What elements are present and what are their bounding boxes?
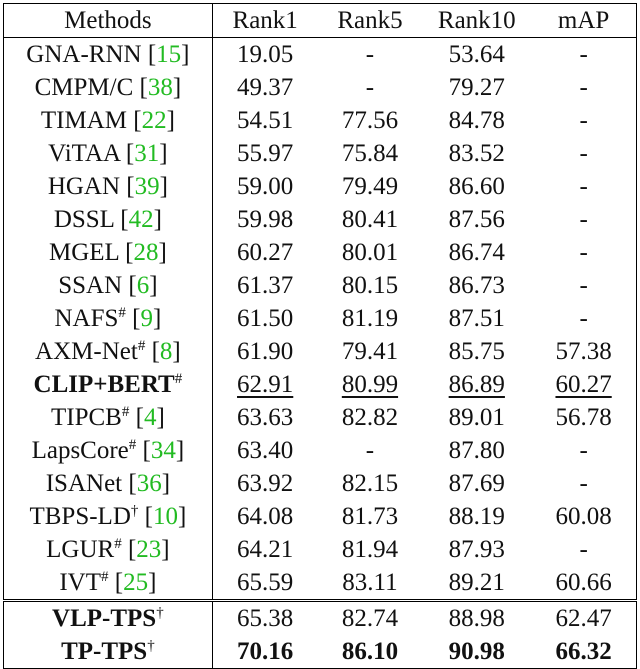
citation-close-bracket: ] xyxy=(172,74,182,101)
metric-value-rank1: 61.50 xyxy=(237,305,294,332)
metric-cell-rank5 xyxy=(318,203,423,236)
method-name: CMPM/C xyxy=(34,74,134,101)
method-name: ViTAA xyxy=(48,140,120,167)
citation-ref: 38 xyxy=(147,74,173,101)
header-rank5: Rank5 xyxy=(318,4,423,38)
metric-cell-rank10 xyxy=(422,401,531,434)
method-cell xyxy=(4,236,213,269)
metric-value-rank5: 81.94 xyxy=(341,536,399,563)
metric-cell-rank1 xyxy=(212,401,317,434)
metric-cell-rank10 xyxy=(422,302,531,335)
metric-value-rank5: 86.10 xyxy=(341,638,399,665)
citation-close-bracket: ] xyxy=(177,503,187,530)
method-name: DSSL xyxy=(53,206,115,233)
citation-ref: 10 xyxy=(152,503,178,530)
citation-close-bracket: ] xyxy=(161,470,171,497)
table-row xyxy=(4,137,637,170)
table-row xyxy=(4,335,637,368)
metric-cell-rank1 xyxy=(212,236,317,269)
metric-value-rank5: 81.73 xyxy=(341,503,399,530)
metric-value-map: 60.08 xyxy=(555,503,612,530)
metric-value-rank1: 60.27 xyxy=(237,239,294,266)
citation-close-bracket: ] xyxy=(181,41,190,68)
metric-value-rank1: 19.05 xyxy=(237,41,294,68)
metric-cell-map xyxy=(531,137,636,170)
metric-value-rank1: 63.63 xyxy=(237,404,294,431)
metric-value-rank5: 82.74 xyxy=(341,605,399,632)
method-cell xyxy=(4,137,213,170)
metric-value-rank1: 59.98 xyxy=(237,206,294,233)
metric-cell-rank10 xyxy=(422,434,531,467)
metric-value-rank10: 89.01 xyxy=(448,404,505,431)
metric-cell-map xyxy=(531,71,636,104)
metric-cell-map xyxy=(531,635,636,669)
method-cell xyxy=(4,302,213,335)
method-name: TP-TPS xyxy=(61,638,148,665)
method-marker: # xyxy=(114,536,122,552)
metric-cell-rank1 xyxy=(212,269,317,302)
method-marker: # xyxy=(101,569,109,585)
metric-value-rank5: - xyxy=(365,41,375,68)
metric-value-rank10: 86.60 xyxy=(448,173,505,200)
table-row xyxy=(4,601,637,636)
citation-open-bracket: [ xyxy=(151,338,160,365)
method-cell xyxy=(4,566,213,601)
metric-value-rank1: 62.91 xyxy=(237,371,294,398)
metric-value-rank10: 86.74 xyxy=(448,239,505,266)
metric-value-rank10: 87.80 xyxy=(448,437,505,464)
table-row xyxy=(4,104,637,137)
table-row xyxy=(4,368,637,401)
metric-value-map: - xyxy=(579,239,588,266)
citation-open-bracket: [ xyxy=(128,272,137,299)
results-table xyxy=(3,3,637,669)
metric-cell-rank1 xyxy=(212,203,317,236)
metric-cell-rank10 xyxy=(422,38,531,72)
metric-cell-rank5 xyxy=(318,104,423,137)
metric-value-rank5: 79.41 xyxy=(341,338,399,365)
metric-value-rank10: 88.19 xyxy=(448,503,505,530)
citation-ref: 8 xyxy=(159,338,173,365)
metric-cell-rank5 xyxy=(318,137,423,170)
header-row xyxy=(4,4,637,38)
metric-cell-rank10 xyxy=(422,104,531,137)
metric-cell-map xyxy=(531,269,636,302)
metric-cell-rank5 xyxy=(318,500,423,533)
metric-cell-rank1 xyxy=(212,434,317,467)
metric-cell-rank5 xyxy=(318,401,423,434)
metric-cell-rank1 xyxy=(212,302,317,335)
metric-value-rank10: 53.64 xyxy=(448,41,505,68)
citation-ref: 25 xyxy=(123,569,149,596)
metric-value-map: - xyxy=(579,536,588,563)
metric-cell-rank10 xyxy=(422,203,531,236)
metric-value-map: - xyxy=(579,107,588,134)
citation-open-bracket: [ xyxy=(139,74,148,101)
header-methods: Methods xyxy=(4,4,213,38)
method-cell xyxy=(4,335,213,368)
metric-cell-map xyxy=(531,533,636,566)
metric-value-rank5: 83.11 xyxy=(342,569,398,596)
header-rank1: Rank1 xyxy=(212,4,317,38)
citation-ref: 28 xyxy=(133,239,159,266)
metric-cell-map xyxy=(531,368,636,401)
citation-open-bracket: [ xyxy=(114,569,124,596)
citation-ref: 23 xyxy=(136,536,162,563)
metric-value-rank5: 80.99 xyxy=(341,371,399,398)
metric-value-map: - xyxy=(579,206,588,233)
citation-close-bracket: ] xyxy=(159,140,168,167)
table-row xyxy=(4,38,637,72)
metric-value-map: 66.32 xyxy=(555,638,612,665)
metric-value-map: 60.66 xyxy=(555,569,612,596)
metric-cell-rank5 xyxy=(318,71,423,104)
metric-cell-rank10 xyxy=(422,170,531,203)
metric-cell-map xyxy=(531,104,636,137)
metric-value-rank10: 79.27 xyxy=(448,74,505,101)
metric-cell-rank10 xyxy=(422,236,531,269)
metric-cell-rank5 xyxy=(318,434,423,467)
metric-cell-rank5 xyxy=(318,601,423,636)
table-row xyxy=(4,170,637,203)
metric-cell-rank1 xyxy=(212,533,317,566)
method-marker: # xyxy=(128,437,137,453)
citation-open-bracket: [ xyxy=(128,470,137,497)
metric-value-rank10: 87.69 xyxy=(448,470,505,497)
citation-ref: 39 xyxy=(134,173,160,200)
citation-open-bracket: [ xyxy=(125,239,134,266)
method-cell xyxy=(4,203,213,236)
metric-cell-rank10 xyxy=(422,566,531,601)
method-name: AXM-Net xyxy=(35,338,138,365)
method-marker: # xyxy=(174,371,183,387)
citation-open-bracket: [ xyxy=(133,107,142,134)
metric-cell-rank5 xyxy=(318,368,423,401)
method-name: VLP-TPS xyxy=(52,605,157,632)
header-rank10: Rank10 xyxy=(422,4,531,38)
metric-value-rank10: 86.73 xyxy=(448,272,505,299)
method-marker: † xyxy=(130,503,139,519)
method-name: CLIP+BERT xyxy=(33,371,175,398)
method-marker: † xyxy=(156,605,164,621)
metric-cell-rank1 xyxy=(212,500,317,533)
citation-open-bracket: [ xyxy=(125,140,135,167)
table-row xyxy=(4,500,637,533)
metric-cell-rank10 xyxy=(422,137,531,170)
method-name: TIMAM xyxy=(40,107,127,134)
metric-cell-rank1 xyxy=(212,137,317,170)
method-name: SSAN xyxy=(58,272,123,299)
citation-open-bracket: [ xyxy=(144,503,153,530)
citation-close-bracket: ] xyxy=(175,437,185,464)
metric-cell-map xyxy=(531,236,636,269)
table-row xyxy=(4,635,637,669)
metric-cell-rank10 xyxy=(422,500,531,533)
method-cell xyxy=(4,368,213,401)
method-cell xyxy=(4,601,213,636)
citation-close-bracket: ] xyxy=(156,404,165,431)
metric-cell-map xyxy=(531,401,636,434)
metric-value-rank1: 63.40 xyxy=(237,437,294,464)
method-cell xyxy=(4,533,213,566)
metric-value-map: - xyxy=(579,74,588,101)
metric-value-rank5: 82.82 xyxy=(341,404,399,431)
method-marker: # xyxy=(121,404,130,420)
header-map: mAP xyxy=(531,4,636,38)
metric-cell-rank5 xyxy=(318,38,423,72)
metric-value-map: - xyxy=(579,140,588,167)
metric-value-map: - xyxy=(579,470,588,497)
metric-cell-rank10 xyxy=(422,368,531,401)
metric-value-rank10: 85.75 xyxy=(448,338,505,365)
table-body xyxy=(4,38,637,669)
metric-cell-rank1 xyxy=(212,71,317,104)
metric-value-map: - xyxy=(579,41,588,68)
citation-ref: 42 xyxy=(128,206,154,233)
metric-value-rank1: 65.38 xyxy=(237,605,294,632)
metric-cell-rank5 xyxy=(318,467,423,500)
method-name: NAFS xyxy=(54,305,119,332)
metric-cell-map xyxy=(531,203,636,236)
method-name: LapsCore xyxy=(31,437,129,464)
metric-cell-rank10 xyxy=(422,533,531,566)
metric-value-rank5: 75.84 xyxy=(341,140,399,167)
metric-cell-rank5 xyxy=(318,269,423,302)
metric-value-rank1: 63.92 xyxy=(237,470,294,497)
citation-close-bracket: ] xyxy=(149,272,158,299)
citation-close-bracket: ] xyxy=(172,338,181,365)
metric-cell-rank5 xyxy=(318,170,423,203)
table-row xyxy=(4,467,637,500)
citation-open-bracket: [ xyxy=(147,41,157,68)
metric-cell-rank5 xyxy=(318,635,423,669)
metric-cell-rank1 xyxy=(212,104,317,137)
metric-value-rank1: 70.16 xyxy=(237,638,294,665)
metric-value-rank10: 89.21 xyxy=(448,569,505,596)
metric-cell-rank1 xyxy=(212,467,317,500)
table-row xyxy=(4,434,637,467)
citation-ref: 6 xyxy=(136,272,150,299)
citation-close-bracket: ] xyxy=(159,173,168,200)
citation-open-bracket: [ xyxy=(132,305,141,332)
citation-ref: 36 xyxy=(136,470,162,497)
metric-cell-rank1 xyxy=(212,368,317,401)
method-name: LGUR xyxy=(46,536,115,563)
method-marker: † xyxy=(147,638,155,654)
citation-ref: 34 xyxy=(150,437,176,464)
method-name: TIPCB xyxy=(51,404,122,431)
metric-value-map: - xyxy=(579,305,588,332)
metric-value-rank5: 77.56 xyxy=(341,107,399,134)
citation-close-bracket: ] xyxy=(158,239,167,266)
citation-ref: 31 xyxy=(134,140,160,167)
metric-cell-map xyxy=(531,38,636,72)
metric-value-map: - xyxy=(579,437,588,464)
metric-value-map: - xyxy=(579,173,588,200)
table-row xyxy=(4,203,637,236)
metric-cell-rank10 xyxy=(422,601,531,636)
method-cell xyxy=(4,38,213,72)
metric-value-map: - xyxy=(579,272,588,299)
method-name: TBPS-LD xyxy=(29,503,131,530)
metric-value-rank5: 81.19 xyxy=(341,305,399,332)
metric-value-rank10: 83.52 xyxy=(448,140,505,167)
metric-value-rank5: 80.01 xyxy=(341,239,399,266)
metric-value-rank1: 55.97 xyxy=(237,140,294,167)
citation-ref: 15 xyxy=(156,41,182,68)
metric-value-rank5: 79.49 xyxy=(341,173,399,200)
method-cell xyxy=(4,635,213,669)
table-row xyxy=(4,401,637,434)
metric-cell-map xyxy=(531,335,636,368)
citation-ref: 4 xyxy=(143,404,157,431)
metric-value-rank10: 87.93 xyxy=(448,536,505,563)
metric-cell-rank10 xyxy=(422,269,531,302)
method-name: GNA-RNN xyxy=(26,41,142,68)
method-marker: # xyxy=(118,305,126,321)
method-name: HGAN xyxy=(47,173,121,200)
metric-value-rank5: 80.41 xyxy=(341,206,399,233)
metric-cell-rank10 xyxy=(422,335,531,368)
citation-ref: 22 xyxy=(141,107,167,134)
table-row xyxy=(4,533,637,566)
metric-value-map: 56.78 xyxy=(555,404,612,431)
metric-value-rank1: 59.00 xyxy=(237,173,294,200)
citation-open-bracket: [ xyxy=(142,437,151,464)
metric-value-rank10: 88.98 xyxy=(448,605,505,632)
table-row xyxy=(4,71,637,104)
metric-cell-rank5 xyxy=(318,566,423,601)
metric-cell-rank1 xyxy=(212,38,317,72)
citation-open-bracket: [ xyxy=(127,536,137,563)
metric-value-map: 62.47 xyxy=(555,605,612,632)
method-cell xyxy=(4,71,213,104)
table-row xyxy=(4,566,637,601)
metric-cell-rank1 xyxy=(212,601,317,636)
method-cell xyxy=(4,467,213,500)
citation-open-bracket: [ xyxy=(126,173,135,200)
table-row xyxy=(4,236,637,269)
citation-close-bracket: ] xyxy=(166,107,175,134)
metric-cell-rank1 xyxy=(212,635,317,669)
method-cell xyxy=(4,500,213,533)
citation-close-bracket: ] xyxy=(152,305,162,332)
method-cell xyxy=(4,401,213,434)
metric-value-rank1: 64.21 xyxy=(237,536,294,563)
citation-open-bracket: [ xyxy=(135,404,144,431)
metric-cell-rank5 xyxy=(318,302,423,335)
metric-cell-rank1 xyxy=(212,566,317,601)
metric-value-rank1: 54.51 xyxy=(237,107,294,134)
metric-value-rank1: 65.59 xyxy=(237,569,294,596)
metric-cell-map xyxy=(531,302,636,335)
citation-close-bracket: ] xyxy=(161,536,170,563)
metric-cell-rank5 xyxy=(318,533,423,566)
citation-open-bracket: [ xyxy=(120,206,129,233)
metric-value-rank1: 61.37 xyxy=(237,272,294,299)
method-cell xyxy=(4,170,213,203)
metric-cell-rank10 xyxy=(422,635,531,669)
metric-cell-rank10 xyxy=(422,467,531,500)
metric-value-map: 60.27 xyxy=(555,371,612,398)
metric-cell-map xyxy=(531,467,636,500)
metric-value-map: 57.38 xyxy=(555,338,612,365)
method-name: IVT xyxy=(59,569,101,596)
metric-value-rank10: 90.98 xyxy=(448,638,505,665)
method-marker: # xyxy=(137,338,146,354)
table-row xyxy=(4,269,637,302)
metric-value-rank10: 87.51 xyxy=(448,305,505,332)
method-cell xyxy=(4,104,213,137)
metric-cell-rank5 xyxy=(318,236,423,269)
table-row xyxy=(4,302,637,335)
metric-cell-map xyxy=(531,170,636,203)
metric-value-rank5: 80.15 xyxy=(341,272,399,299)
metric-cell-map xyxy=(531,566,636,601)
metric-cell-rank5 xyxy=(318,335,423,368)
metric-cell-map xyxy=(531,434,636,467)
metric-cell-map xyxy=(531,601,636,636)
method-name: ISANet xyxy=(45,470,123,497)
metric-cell-rank1 xyxy=(212,170,317,203)
citation-close-bracket: ] xyxy=(148,569,157,596)
metric-value-rank5: 82.15 xyxy=(341,470,399,497)
method-cell xyxy=(4,434,213,467)
metric-cell-rank1 xyxy=(212,335,317,368)
metric-value-rank5: - xyxy=(365,74,375,101)
metric-value-rank1: 49.37 xyxy=(237,74,294,101)
metric-value-rank10: 87.56 xyxy=(448,206,505,233)
citation-close-bracket: ] xyxy=(153,206,162,233)
method-cell xyxy=(4,269,213,302)
method-name: MGEL xyxy=(48,239,119,266)
metric-value-rank1: 64.08 xyxy=(237,503,294,530)
metric-cell-map xyxy=(531,500,636,533)
metric-value-rank1: 61.90 xyxy=(237,338,294,365)
metric-value-rank10: 86.89 xyxy=(448,371,505,398)
citation-ref: 9 xyxy=(140,305,153,332)
metric-cell-rank10 xyxy=(422,71,531,104)
metric-value-rank10: 84.78 xyxy=(448,107,505,134)
metric-value-rank5: - xyxy=(365,437,375,464)
